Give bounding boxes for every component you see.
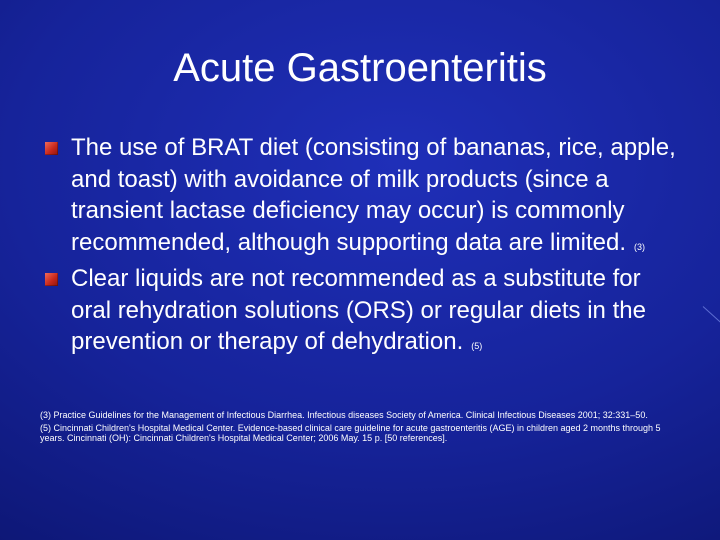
references [40, 410, 680, 446]
bullet-text: The use of BRAT diet (consisting of bananas, rice, apple, and toast) with avoidance of milk products (since a transient lactase deficiency may occur) is commonly recommended, although supporting data are limited. [71, 134, 676, 256]
citation-marker: (3) [634, 241, 645, 252]
decorative-line [703, 306, 720, 334]
slide-title: Acute Gastroenteritis [173, 46, 547, 90]
bullet-list [44, 132, 684, 363]
citation-marker: (5) [471, 341, 483, 351]
reference-3: (3) Practice Guidelines for the Management of Infectious Diarrhea. Infectious diseases Society of America. Clinical Infectious Diseases 2001; 32:331–50. [40, 410, 648, 420]
bullet-square-icon [45, 142, 58, 155]
bullet-square-icon [45, 273, 58, 286]
bullet-text: Clear liquids are not recommended as a substitute for oral rehydration solutions (ORS) or regular diets in the prevention or therapy of dehydration. [71, 265, 646, 355]
bullet-item [44, 263, 684, 363]
reference-5: (5) Cincinnati Children's Hospital Medical Center. Evidence-based clinical care guideline for acute gastroenteritis (AGE) in children aged 2 months through 5 years. Cincinnati (OH): Cincinnati Children's Hospital Medical Center; 2006 May. 15 p. [50 references]. [40, 423, 661, 443]
bullet-item [44, 132, 684, 263]
